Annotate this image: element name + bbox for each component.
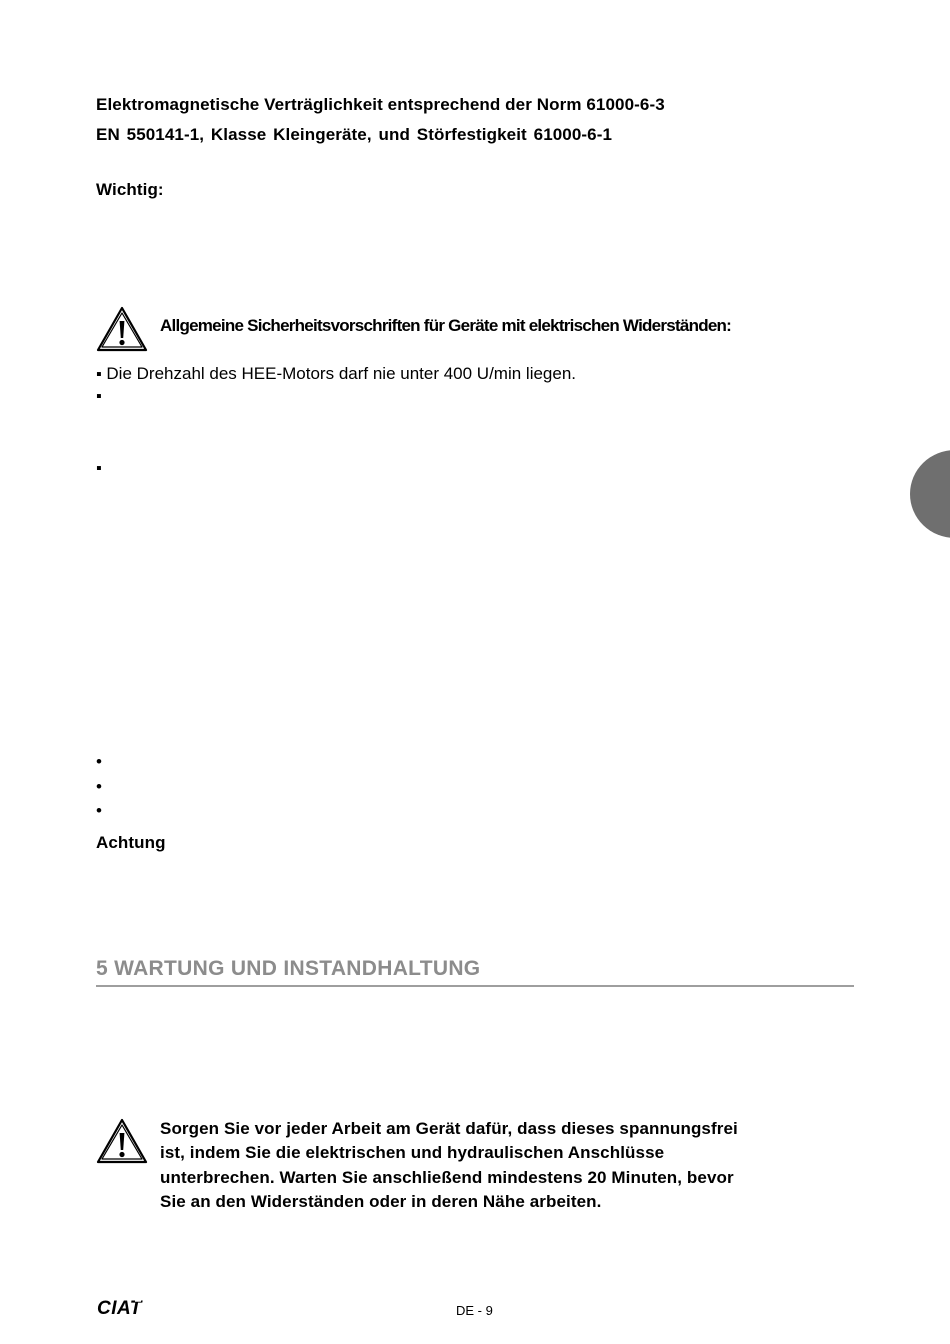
wichtig-label: Wichtig: bbox=[96, 180, 164, 199]
maintenance-warning-line-2: ist, indem Sie die elektrischen und hydraulischen Anschlüsse bbox=[160, 1143, 665, 1162]
safety-heading: Allgemeine Sicherheitsvorschriften für Geräte mit elektrischen Widerständen: bbox=[160, 316, 732, 335]
square-bullet-icon: ▪ bbox=[96, 388, 102, 405]
chapter-side-tab bbox=[910, 450, 950, 538]
ciat-logo-text: CIAT bbox=[97, 1298, 142, 1318]
section-title: 5 WARTUNG UND INSTANDHALTUNG bbox=[96, 957, 854, 987]
dot-bullet-2: • bbox=[96, 777, 102, 796]
warning-triangle-icon bbox=[96, 306, 148, 352]
maintenance-warning-line-4: Sie an den Widerständen oder in deren Nähe arbeiten. bbox=[160, 1192, 602, 1211]
rule-item-1 bbox=[96, 364, 576, 384]
warning-triangle-icon bbox=[96, 1118, 148, 1164]
rule-item-3 bbox=[96, 458, 102, 478]
page-number: DE - 9 bbox=[456, 1303, 493, 1318]
maintenance-warning-line-1: Sorgen Sie vor jeder Arbeit am Gerät dafür, dass dieses spannungsfrei bbox=[160, 1119, 738, 1138]
compliance-line-2: EN 550141-1, Klasse Kleingeräte, und Störfestigkeit 61000-6-1 bbox=[96, 125, 613, 144]
rule-text: Die Drehzahl des HEE-Motors darf nie unter 400 U/min liegen. bbox=[106, 364, 577, 383]
dot-bullet-3: • bbox=[96, 801, 102, 820]
achtung-label: Achtung bbox=[96, 833, 166, 852]
ciat-logo bbox=[97, 1298, 161, 1318]
rule-item-2 bbox=[96, 386, 102, 406]
maintenance-warning-line-3: unterbrechen. Warten Sie anschließend mindestens 20 Minuten, bevor bbox=[160, 1168, 734, 1187]
square-bullet-icon: ▪ bbox=[96, 460, 102, 477]
compliance-line-1: Elektromagnetische Verträglichkeit entsprechend der Norm 61000-6-3 bbox=[96, 95, 665, 114]
square-bullet-icon: ▪ bbox=[96, 366, 102, 383]
dot-bullet-1: • bbox=[96, 752, 102, 771]
